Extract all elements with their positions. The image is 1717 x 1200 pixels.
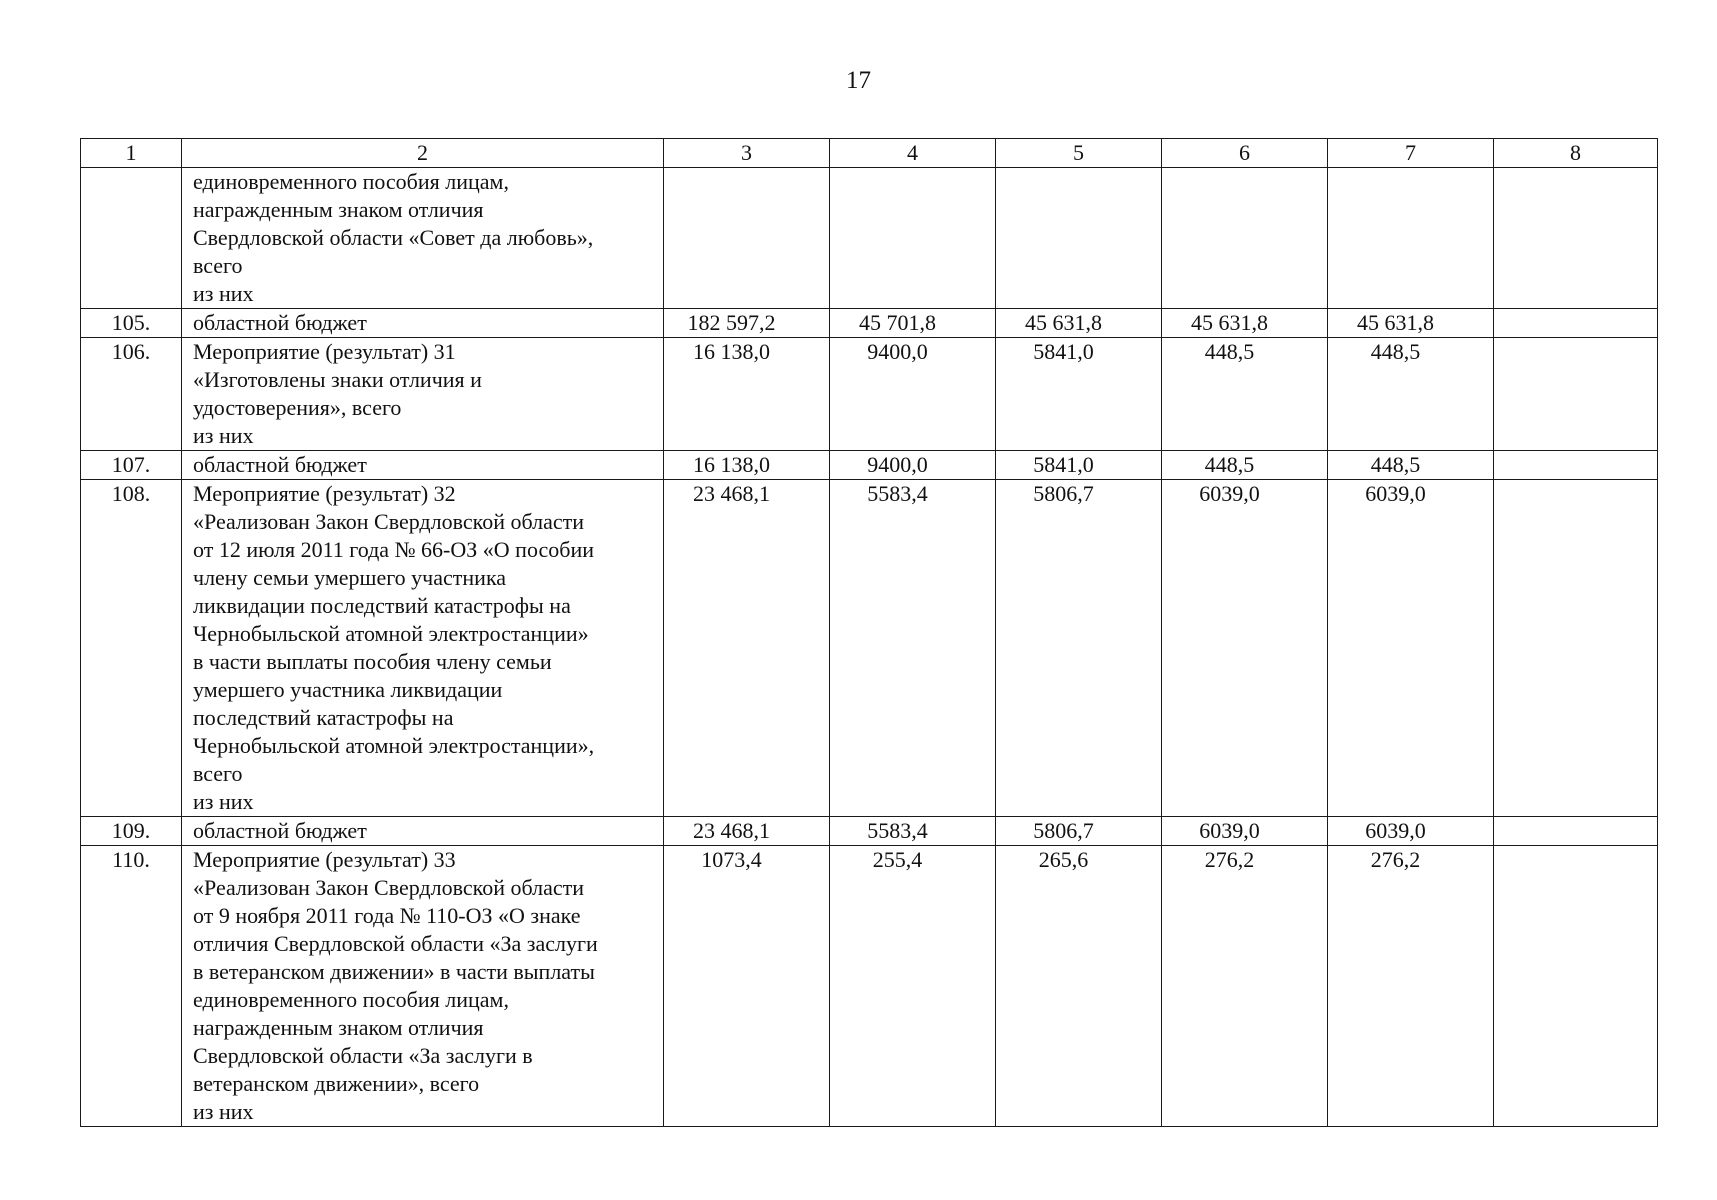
table-row [81, 168, 1658, 309]
value-col-8 [1494, 480, 1658, 817]
value-col-3: 16 138,0 [664, 451, 830, 480]
row-number: 110. [81, 846, 182, 1127]
row-description: Мероприятие (результат) 33 «Реализован Закон Свердловской области от 9 ноября 2011 года № 110-ОЗ «О знаке отличия Свердловской области «За заслуги в ветеранском движении» в части выплаты единовременного пособия лицам, награжденным знаком отличия Свердловской области «За заслуги в ветеранском движении», всего из них [182, 846, 664, 1127]
column-header-3: 3 [664, 139, 830, 168]
value-col-6: 6039,0 [1162, 480, 1328, 817]
column-header-8: 8 [1494, 139, 1658, 168]
value-col-4: 255,4 [830, 846, 996, 1127]
value-col-8 [1494, 338, 1658, 451]
value-col-3: 16 138,0 [664, 338, 830, 451]
value-col-4: 9400,0 [830, 338, 996, 451]
table-row [81, 817, 1658, 846]
row-description: Мероприятие (результат) 32 «Реализован Закон Свердловской области от 12 июля 2011 года № 66-ОЗ «О пособии члену семьи умершего участника ликвидации последствий катастрофы на Чернобыльской атомной электростанции» в части выплаты пособия члену семьи умершего участника ликвидации последствий катастрофы на Чернобыльской атомной электростанции», всего из них [182, 480, 664, 817]
row-number: 105. [81, 309, 182, 338]
value-col-5: 5841,0 [996, 338, 1162, 451]
value-col-7 [1328, 168, 1494, 309]
row-number [81, 168, 182, 309]
value-col-8 [1494, 309, 1658, 338]
table-row [81, 309, 1658, 338]
value-col-6: 6039,0 [1162, 817, 1328, 846]
table-row [81, 338, 1658, 451]
value-col-8 [1494, 451, 1658, 480]
value-col-5: 5806,7 [996, 817, 1162, 846]
value-col-8 [1494, 168, 1658, 309]
value-col-3: 23 468,1 [664, 480, 830, 817]
value-col-4: 9400,0 [830, 451, 996, 480]
value-col-8 [1494, 817, 1658, 846]
value-col-7: 6039,0 [1328, 480, 1494, 817]
value-col-7: 45 631,8 [1328, 309, 1494, 338]
value-col-4 [830, 168, 996, 309]
row-number: 108. [81, 480, 182, 817]
value-col-5: 5806,7 [996, 480, 1162, 817]
value-col-5: 265,6 [996, 846, 1162, 1127]
page-number: 17 [846, 67, 871, 94]
value-col-5 [996, 168, 1162, 309]
column-header-4: 4 [830, 139, 996, 168]
value-col-6: 448,5 [1162, 451, 1328, 480]
value-col-3 [664, 168, 830, 309]
row-description: единовременного пособия лицам, награжденным знаком отличия Свердловской области «Совет да любовь», всего из них [182, 168, 664, 309]
value-col-4: 45 701,8 [830, 309, 996, 338]
value-col-5: 45 631,8 [996, 309, 1162, 338]
row-description: Мероприятие (результат) 31 «Изготовлены знаки отличия и удостоверения», всего из них [182, 338, 664, 451]
value-col-6: 45 631,8 [1162, 309, 1328, 338]
value-col-3: 1073,4 [664, 846, 830, 1127]
column-header-7: 7 [1328, 139, 1494, 168]
row-number: 107. [81, 451, 182, 480]
table-row [81, 451, 1658, 480]
value-col-3: 182 597,2 [664, 309, 830, 338]
value-col-4: 5583,4 [830, 480, 996, 817]
column-header-6: 6 [1162, 139, 1328, 168]
column-header-1: 1 [81, 139, 182, 168]
table-row [81, 480, 1658, 817]
table-header-row [81, 139, 1658, 168]
row-description: областной бюджет [182, 451, 664, 480]
value-col-6 [1162, 168, 1328, 309]
value-col-7: 448,5 [1328, 451, 1494, 480]
value-col-3: 23 468,1 [664, 817, 830, 846]
row-number: 106. [81, 338, 182, 451]
row-number: 109. [81, 817, 182, 846]
value-col-7: 448,5 [1328, 338, 1494, 451]
value-col-6: 276,2 [1162, 846, 1328, 1127]
value-col-8 [1494, 846, 1658, 1127]
value-col-7: 6039,0 [1328, 817, 1494, 846]
value-col-5: 5841,0 [996, 451, 1162, 480]
column-header-2: 2 [182, 139, 664, 168]
row-description: областной бюджет [182, 309, 664, 338]
value-col-4: 5583,4 [830, 817, 996, 846]
value-col-7: 276,2 [1328, 846, 1494, 1127]
column-header-5: 5 [996, 139, 1162, 168]
budget-table [80, 138, 1658, 1127]
row-description: областной бюджет [182, 817, 664, 846]
table-row [81, 846, 1658, 1127]
value-col-6: 448,5 [1162, 338, 1328, 451]
